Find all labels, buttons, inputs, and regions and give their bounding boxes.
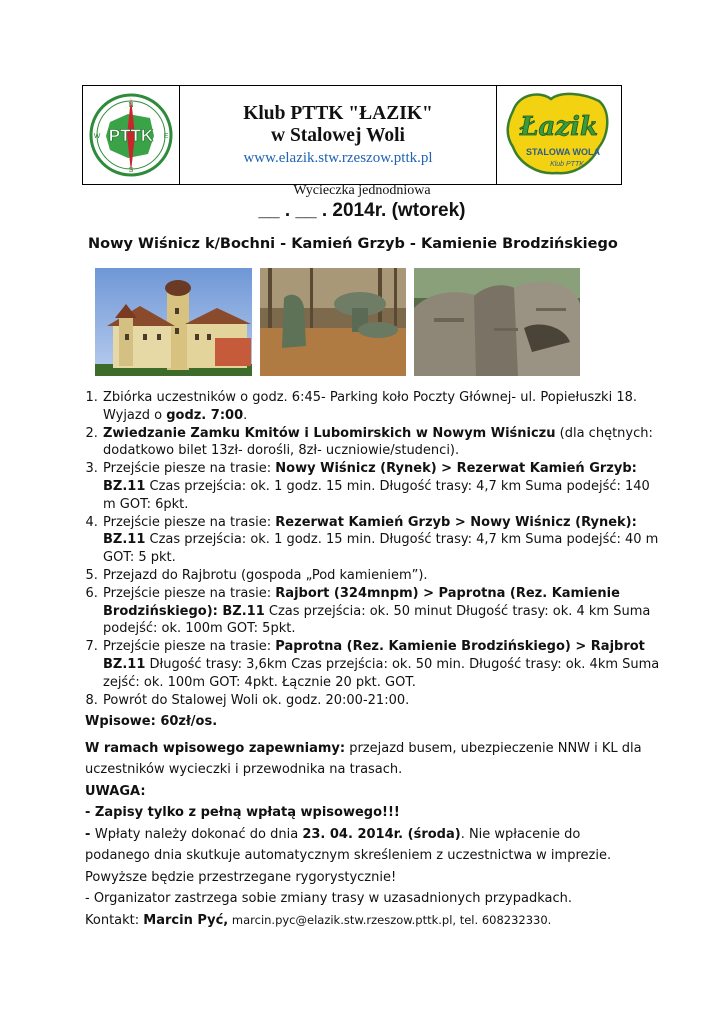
program-item-7: 7. Przejście piesze na trasie: Paprotna (Rez. Kamienie Brodzińskiego) > Rajbrot BZ.11 Długość trasy: 3,6km Czas przejścia: ok. 50 min. Długość trasy: ok. 4km Suma zejść: ok. 100m GOT: 4pkt. Łącznie 20 pkt. GOT. bbox=[102, 638, 662, 691]
svg-text:Łazik: Łazik bbox=[520, 112, 598, 142]
contact-details[interactable]: marcin.pyc@elazik.stw.rzeszow.pttk.pl, tel. 608232330. bbox=[228, 912, 552, 927]
program-item-5: 5. Przejazd do Rajbrotu (gospoda „Pod kamieniem”). bbox=[102, 567, 662, 585]
fee-text: Wpisowe: 60zł/os. bbox=[85, 714, 218, 729]
castle-photo bbox=[95, 268, 252, 376]
note-payment-deadline: - Wpłaty należy dokonać do dnia 23. 04. 2014r. (środa). Nie wpłacenie do podanego dnia skutkuje automatycznym skreśleniem z uczestnictwa w imprezie. Powyższe będzie przestrzegane rygorystycznie! bbox=[85, 826, 612, 885]
kamien-grzyb-photo bbox=[260, 268, 406, 376]
route-title: Nowy Wiśnicz k/Bochni - Kamień Grzyb - Kamienie Brodzińskiego bbox=[88, 236, 618, 252]
note-full-payment: - Zapisy tylko z pełną wpłatą wpisowego!!! bbox=[85, 805, 400, 820]
pttk-logo-icon bbox=[88, 92, 174, 178]
pttk-logo-cell bbox=[83, 86, 180, 184]
svg-text:E: E bbox=[163, 133, 169, 140]
svg-text:S: S bbox=[128, 167, 134, 174]
program-item-3: 3. Przejście piesze na trasie: Nowy Wiśnicz (Rynek) > Rezerwat Kamień Grzyb: BZ.11 Czas przejścia: ok. 1 godz. 15 min. Długość trasy: 4,7 km Suma podejść: 140 m GOT: 6pkt. bbox=[102, 460, 662, 513]
svg-text:PTTK: PTTK bbox=[108, 126, 154, 145]
kamienie-brodzinskiego-photo bbox=[414, 268, 580, 376]
program-item-4: 4. Przejście piesze na trasie: Rezerwat Kamień Grzyb > Nowy Wiśnicz (Rynek): BZ.11 Czas przejścia: ok. 1 godz. 15 min. Długość trasy: 4,7 km Suma podejść: 40 m GOT: 5 pkt. bbox=[102, 514, 662, 567]
trip-type: Wycieczka jednodniowa bbox=[293, 183, 431, 198]
warning-label: UWAGA: bbox=[85, 783, 146, 799]
program-item-1: 1. Zbiórka uczestników o godz. 6:45- Parking koło Poczty Głównej- ul. Popiełuszki 18. Wyjazd o godz. 7:00. bbox=[102, 389, 662, 425]
club-url-link[interactable]: www.elazik.stw.rzeszow.pttk.pl bbox=[243, 150, 433, 166]
trip-date: __ . __ . 2014r. (wtorek) bbox=[258, 200, 466, 221]
program-list bbox=[85, 389, 662, 709]
lazik-logo-cell bbox=[497, 86, 621, 184]
included-paragraph: W ramach wpisowego zapewniamy: przejazd busem, ubezpieczenie NNW i KL dla uczestników wycieczki i przewodnika na trasach. bbox=[85, 740, 642, 777]
svg-text:STALOWA WOLA: STALOWA WOLA bbox=[526, 147, 600, 157]
svg-text:Klub PTTK: Klub PTTK bbox=[550, 161, 584, 168]
svg-text:W: W bbox=[93, 133, 101, 140]
lazik-logo-icon bbox=[503, 89, 615, 181]
svg-text:N: N bbox=[128, 102, 134, 109]
program-item-8: 8. Powrót do Stalowej Woli ok. godz. 20:00-21:00. bbox=[102, 692, 662, 710]
club-title-line2: w Stalowej Woli bbox=[271, 125, 405, 146]
program-item-6: 6. Przejście piesze na trasie: Rajbort (324mnpm) > Paprotna (Rez. Kamienie Brodzińskiego): BZ.11 Czas przejścia: ok. 50 minut Długość trasy: ok. 4 km Suma podejść: ok. 100m GOT: 5pkt. bbox=[102, 585, 662, 638]
club-info-cell bbox=[180, 86, 497, 184]
club-title-line1: Klub PTTK "ŁAZIK" bbox=[243, 103, 433, 124]
note-route-changes: - Organizator zastrzega sobie zmiany trasy w uzasadnionych przypadkach. bbox=[85, 891, 573, 906]
contact-line: Kontakt: Marcin Pyć, marcin.pyc@elazik.stw.rzeszow.pttk.pl, tel. 608232330. bbox=[85, 912, 552, 928]
header-table bbox=[82, 85, 622, 185]
footer-info bbox=[85, 711, 645, 931]
program-item-2: 2. Zwiedzanie Zamku Kmitów i Lubomirskich w Nowym Wiśniczu (dla chętnych: dodatkowo bilet 13zł- dorośli, 8zł- uczniowie/studenci). bbox=[102, 425, 662, 461]
